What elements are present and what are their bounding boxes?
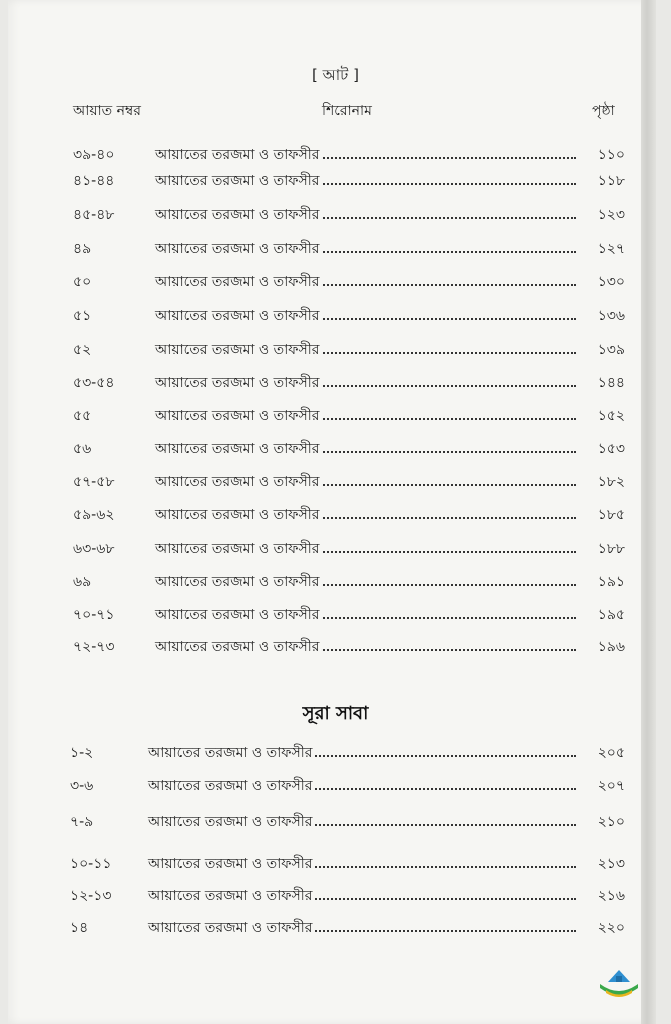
page-number: ১৩০ [596,270,625,294]
entry-title: আয়াতের তরজমা ও তাফসীর [148,810,314,834]
toc-row [0,468,671,492]
dot-leader [300,584,576,586]
entry-title: আয়াতের তরজমা ও তাফসীর [148,884,314,908]
entry-title: আয়াতের তরজমা ও তাফসীর [155,338,321,362]
dot-leader [300,866,576,868]
entry-title: আয়াতের তরজমা ও তাফসীর [155,570,321,594]
dot-leader [300,183,576,185]
verse-number: ৬৯ [73,574,92,590]
page-number: ১৩৯ [596,338,625,362]
page-number: ১৮২ [596,470,625,494]
verse-number: ৬৩-৬৮ [73,541,115,557]
toc-row [0,850,671,874]
entry-title: আয়াতের তরজমা ও তাফসীর [155,371,321,395]
dot-leader [300,157,576,159]
dot-leader [300,418,576,420]
toc-row [0,336,671,360]
toc-row [0,739,671,763]
verse-number: ১২-১৩ [70,888,112,904]
page-number: ১৯৬ [596,635,625,659]
dot-leader [300,451,576,453]
dot-leader [300,517,576,519]
entry-title: আয়াতের তরজমা ও তাফসীর [155,537,321,561]
entry-title: আয়াতের তরজমা ও তাফসীর [148,774,314,798]
entry-title: আয়াতের তরজমা ও তাফসীর [155,169,321,193]
verse-number: ৫২ [73,342,92,358]
page-number: ২১৩ [596,852,625,876]
entry-title: আয়াতের তরজমা ও তাফসীর [155,270,321,294]
column-header-title: শিরোনাম [322,103,372,119]
sura-heading: সূরা সাবা [302,703,369,724]
page-number: ১৩৬ [596,304,625,328]
verse-number: ৫৭-৫৮ [73,474,115,490]
page-number: ২২০ [596,916,625,940]
toc-row [0,501,671,525]
column-header-verse: আয়াত নম্বর [73,103,141,119]
page-number: ২১৬ [596,884,625,908]
entry-title: আয়াতের তরজমা ও তাফসীর [148,852,314,876]
toc-row [0,141,671,165]
verse-number: ৫১ [73,308,92,324]
entry-title: আয়াতের তরজমা ও তাফসীর [155,503,321,527]
page-number: ২০৫ [596,741,625,765]
page-number: ২০৭ [596,774,625,798]
verse-number: ৭২-৭৩ [73,639,115,655]
entry-title: আয়াতের তরজমা ও তাফসীর [155,203,321,227]
toc-row [0,882,671,906]
verse-number: ৭০-৭১ [73,607,115,623]
toc-row [0,302,671,326]
page-number-label: [ আট ] [312,66,359,84]
dot-leader [300,385,576,387]
dot-leader [300,930,576,932]
dot-leader [300,284,576,286]
verse-number: ১৪ [70,920,89,936]
page-number: ১৯১ [596,570,625,594]
column-header-page: পৃষ্ঠা [592,103,615,119]
toc-row [0,369,671,393]
verse-number: ৭-৯ [70,814,94,830]
verse-number: ৫০ [73,274,92,290]
verse-number: ১০-১১ [70,856,112,872]
entry-title: আয়াতের তরজমা ও তাফসীর [155,143,321,167]
verse-number: ৪১-৪৪ [73,173,115,189]
toc-row [0,808,671,832]
dot-leader [300,649,576,651]
dot-leader [300,898,576,900]
page-number: ১২৭ [596,237,625,261]
toc-row [0,633,671,657]
entry-title: আয়াতের তরজমা ও তাফসীর [155,304,321,328]
toc-row [0,568,671,592]
verse-number: ৫৯-৬২ [73,507,115,523]
dot-leader [300,318,576,320]
verse-number: ১-২ [70,745,94,761]
page-number: ১৯৫ [596,603,625,627]
entry-title: আয়াতের তরজমা ও তাফসীর [155,237,321,261]
toc-row [0,772,671,796]
dot-leader [300,217,576,219]
entry-title: আয়াতের তরজমা ও তাফসীর [155,635,321,659]
entry-title: আয়াতের তরজমা ও তাফসীর [155,404,321,428]
page-number: ১৮৫ [596,503,625,527]
verse-number: ৫৬ [73,441,92,457]
entry-title: আয়াতের তরজমা ও তাফসীর [155,437,321,461]
toc-row [0,201,671,225]
page-number: ১১০ [596,143,625,167]
page-number: ১৮৮ [596,537,625,561]
verse-number: ৫৩-৫৪ [73,375,115,391]
entry-title: আয়াতের তরজমা ও তাফসীর [155,470,321,494]
toc-row [0,235,671,259]
dot-leader [300,352,576,354]
entry-title: আয়াতের তরজমা ও তাফসীর [148,741,314,765]
dot-leader [300,755,576,757]
verse-number: ৩-৬ [70,778,94,794]
dot-leader [300,251,576,253]
verse-number: ৫৫ [73,408,92,424]
dot-leader [300,617,576,619]
verse-number: ৪৫-৪৮ [73,207,115,223]
toc-row [0,268,671,292]
verse-number: ৩৯-৪০ [73,147,115,163]
dot-leader [300,551,576,553]
verse-number: ৪৯ [73,241,92,257]
toc-row [0,167,671,191]
toc-row [0,601,671,625]
toc-row [0,402,671,426]
entry-title: আয়াতের তরজমা ও তাফসীর [155,603,321,627]
toc-row [0,914,671,938]
page-number: ১১৮ [596,169,625,193]
page-number: ২১০ [596,810,625,834]
page-number: ১৫৩ [596,437,625,461]
dot-leader [300,484,576,486]
toc-row [0,435,671,459]
dot-leader [300,824,576,826]
toc-row [0,535,671,559]
page-number: ১৫২ [596,404,625,428]
dot-leader [300,788,576,790]
publisher-logo-icon [596,968,642,1002]
page-number: ১২৩ [596,203,625,227]
entry-title: আয়াতের তরজমা ও তাফসীর [148,916,314,940]
page-number: ১৪৪ [596,371,625,395]
